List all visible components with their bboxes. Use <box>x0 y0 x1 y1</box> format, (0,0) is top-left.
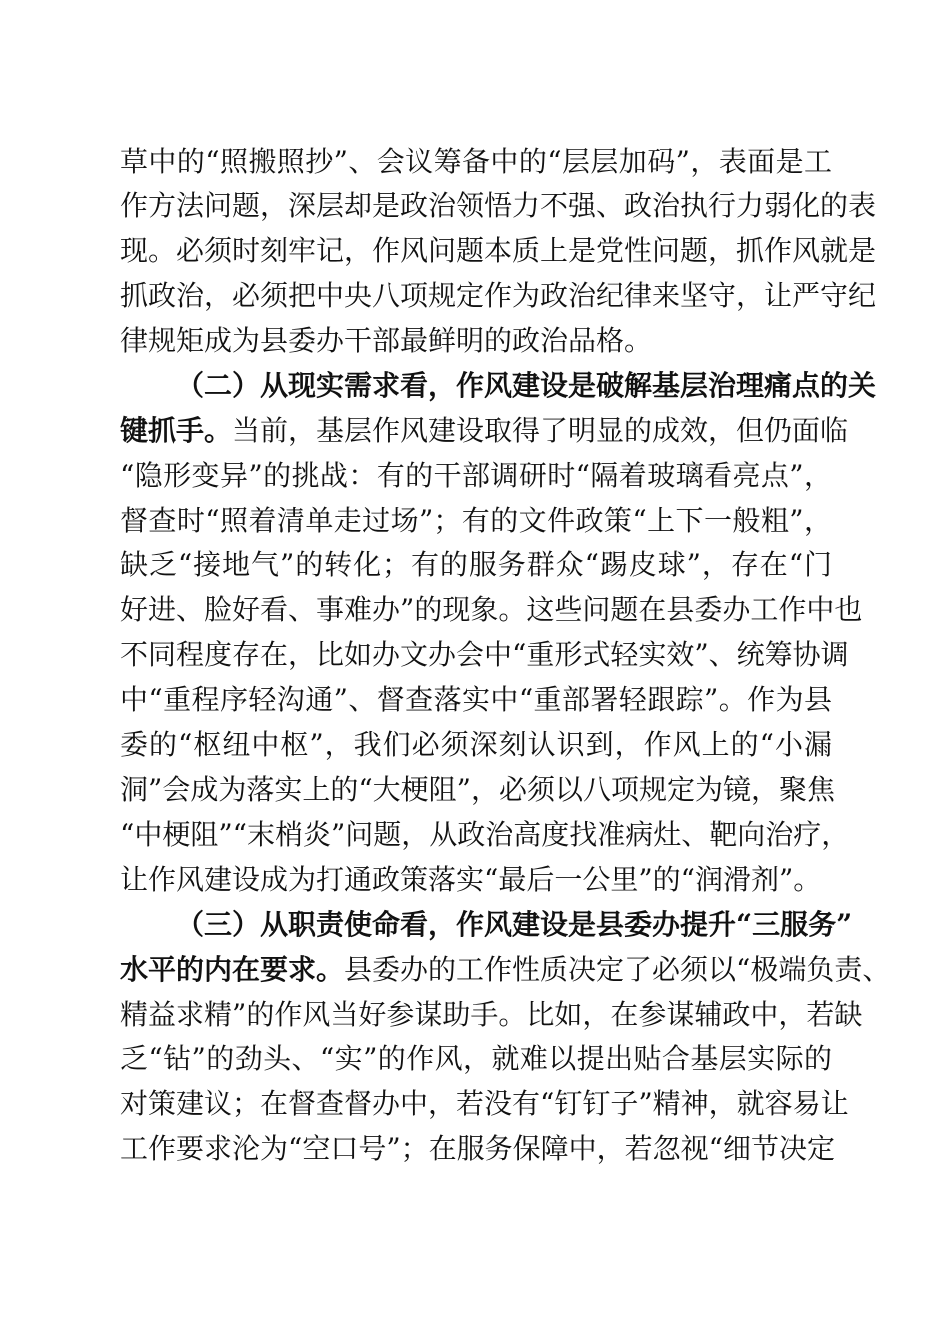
paragraph-line: 精益求精”的作风当好参谋助手。比如，在参谋辅政中，若缺 <box>120 998 863 1031</box>
paragraph-line: 洞”会成为落实上的“大梗阻”，必须以八项规定为镜，聚焦 <box>120 773 835 806</box>
paragraph-line: “中梗阻”“末梢炎”问题，从政治高度找准病灶、靶向治疗， <box>120 818 850 851</box>
section-heading-continuation <box>120 409 849 453</box>
section-heading-continuation <box>120 948 891 992</box>
paragraph-line: 作方法问题，深层却是政治领悟力不强、政治执行力弱化的表 <box>120 189 877 222</box>
paragraph-line: “隐形变异”的挑战：有的干部调研时“隔着玻璃看亮点”， <box>120 459 832 492</box>
section-heading: （二）从现实需求看，作风建设是破解基层治理痛点的关 <box>176 369 877 402</box>
paragraph-line: 乏“钻”的劲头、“实”的作风，就难以提出贴合基层实际的 <box>120 1042 832 1075</box>
section-heading-tail: 键抓手。 <box>120 414 233 447</box>
paragraph-text: 当前，基层作风建设取得了明显的成效，但仍面临 <box>232 414 849 447</box>
paragraph-line: 律规矩成为县委办干部最鲜明的政治品格。 <box>120 324 653 357</box>
paragraph-line: 委的“枢纽中枢”，我们必须深刻认识到，作风上的“小漏 <box>120 728 832 761</box>
paragraph-line: 不同程度存在，比如办文办会中“重形式轻实效”、统筹协调 <box>120 638 849 671</box>
paragraph-line: 让作风建设成为打通政策落实“最后一公里”的“润滑剂”。 <box>120 863 822 896</box>
paragraph-line: 督查时“照着清单走过场”；有的文件政策“上下一般粗”， <box>120 504 832 537</box>
section-heading-tail: 水平的内在要求。 <box>120 953 345 986</box>
section-heading: （三）从职责使命看，作风建设是县委办提升“三服务” <box>176 908 853 941</box>
paragraph-line: 现。必须时刻牢记，作风问题本质上是党性问题，抓作风就是 <box>120 234 877 267</box>
paragraph-line: 草中的“照搬照抄”、会议筹备中的“层层加码”，表面是工 <box>120 145 832 178</box>
paragraph-line: 工作要求沦为“空口号”；在服务保障中，若忽视“细节决定 <box>120 1132 835 1165</box>
paragraph-line: 对策建议；在督查督办中，若没有“钉钉子”精神，就容易让 <box>120 1087 849 1120</box>
paragraph-line: 中“重程序轻沟通”、督查落实中“重部署轻跟踪”。作为县 <box>120 683 832 716</box>
paragraph-line: 缺乏“接地气”的转化；有的服务群众“踢皮球”，存在“门 <box>120 548 832 581</box>
paragraph-line: 抓政治，必须把中央八项规定作为政治纪律来坚守，让严守纪 <box>120 279 877 312</box>
paragraph-line: 好进、脸好看、事难办”的现象。这些问题在县委办工作中也 <box>120 593 863 626</box>
paragraph-text: 县委办的工作性质决定了必须以“极端负责、 <box>344 953 891 986</box>
